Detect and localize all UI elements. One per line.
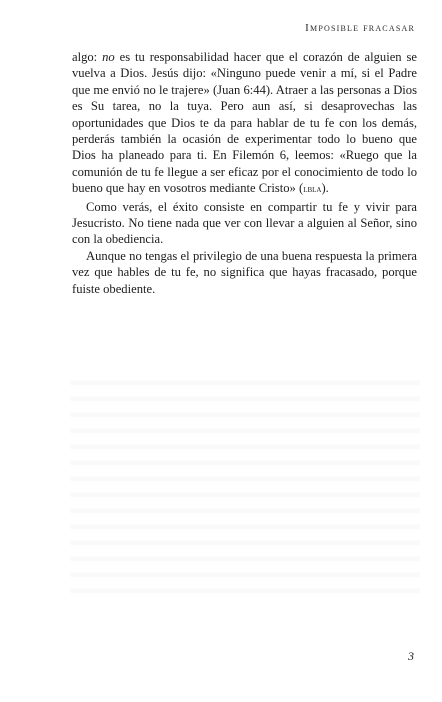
- paragraph-2: Como verás, el éxito consiste en compartir tu fe y vivir para Jesucristo. No tiene nada que ver con llevar a alguien al Señor, sino con la obediencia.: [72, 199, 417, 247]
- paragraph-1: [72, 49, 417, 199]
- show-through-text: [70, 370, 420, 600]
- paragraph-3: Aunque no tengas el privilegio de una buena respuesta la primera vez que hables de tu fe, no significa que hayas fracasado, porque fuiste obediente.: [72, 248, 417, 296]
- paragraph-1-tail: ).: [321, 181, 329, 196]
- paragraph-1-italic: no: [102, 50, 115, 64]
- body-text: [72, 49, 417, 297]
- running-head: Imposible fracasar: [305, 22, 415, 34]
- bible-version-abbrev: lbla: [303, 184, 322, 196]
- paragraph-1-text: es tu responsabilidad hacer que el corazón de alguien se vuelva a Dios. Jesús dijo: «Ninguno puede venir a mí, si el Padre que me envió no le trajere» (Juan 6:44). Atraer a las personas a Dios es Su tarea, no la tuya. Pero aun así, si desaprovechas las oportunidades que Dios te da para hablar de tu fe con los demás, perderás también la ocasión de experimentar todo lo bueno que Dios ha planeado para ti. En Filemón 6, leemos: «Ruego que la comunión de tu fe llegue a ser eficaz por el conocimiento de todo lo bueno que hay en vosotros mediante Cristo» (: [72, 50, 417, 196]
- paragraph-1-lead: algo:: [72, 50, 103, 64]
- page-number: 3: [408, 649, 414, 663]
